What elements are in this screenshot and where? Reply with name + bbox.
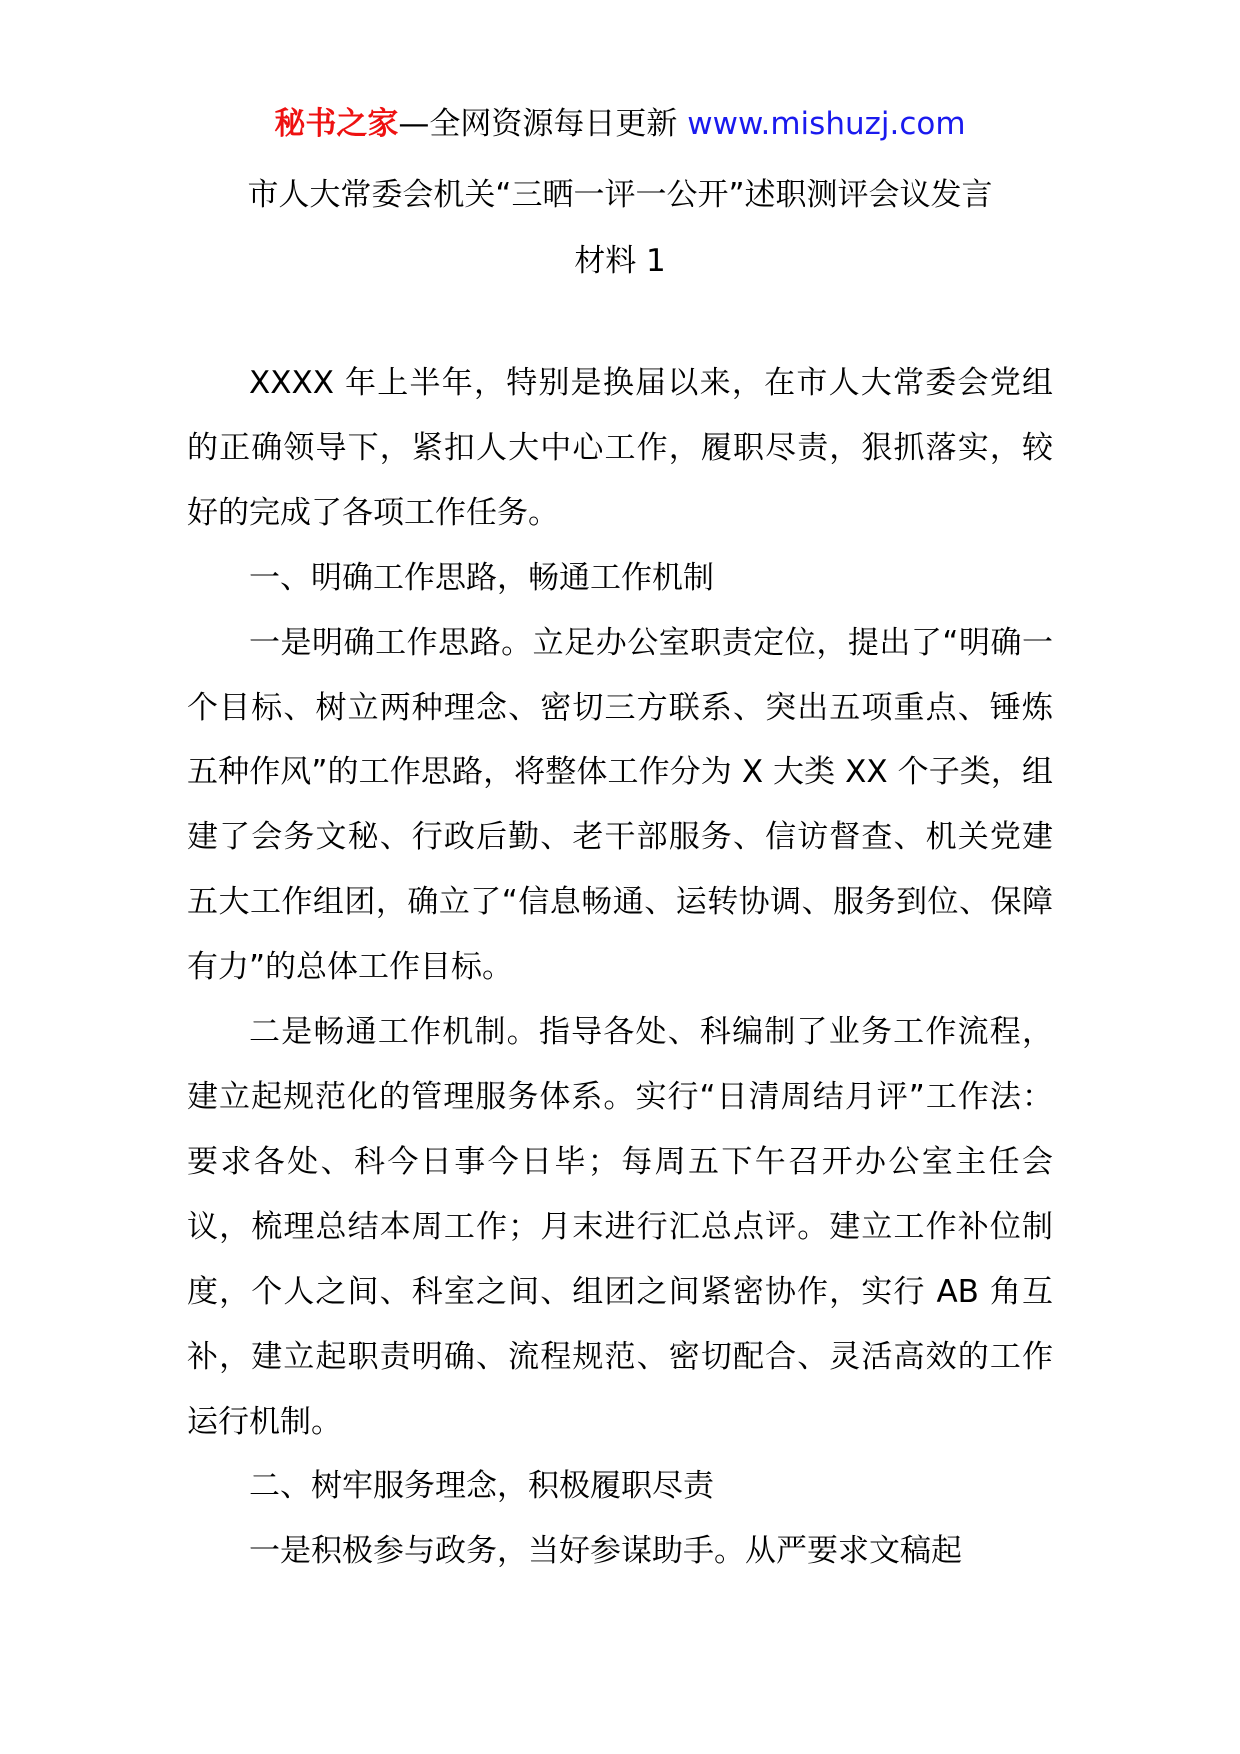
document-title (150, 162, 1090, 294)
brand-name: 秘书之家 (274, 106, 399, 142)
title-line-1: 市人大常委会机关“三晒一评一公开”述职测评会议发言 (247, 177, 993, 213)
document-body (187, 351, 1053, 1584)
site-banner (0, 98, 1240, 150)
intro-paragraph: XXXX 年上半年，特别是换届以来，在市人大常委会党组的正确领导下，紧扣人大中心工作，履职尽责，狠抓落实，较好的完成了各项工作任务。 (187, 365, 1053, 531)
banner-tagline: —全网资源每日更新 (398, 106, 688, 142)
site-url-link[interactable]: www.mishuzj.com (687, 106, 966, 142)
section-heading-2: 二、树牢服务理念，积极履职尽责 (249, 1468, 714, 1505)
section-heading-1: 一、明确工作思路，畅通工作机制 (249, 559, 714, 596)
body-paragraph: 一是积极参与政务，当好参谋助手。从严要求文稿起 (249, 1533, 962, 1570)
body-paragraph: 一是明确工作思路。立足办公室职责定位，提出了“明确一个目标、树立两种理念、密切三方联系、突出五项重点、锤炼五种作风”的工作思路，将整体工作分为 X 大类 XX 个子类，组建了会务文秘、行政后勤、老干部服务、信访督查、机关党建五大工作组团，确立了“信息畅通、运转协调、服务到位、保障有力”的总体工作目标。 (187, 624, 1053, 986)
body-paragraph: 二是畅通工作机制。指导各处、科编制了业务工作流程，建立起规范化的管理服务体系。实行“日清周结月评”工作法：要求各处、科今日事今日毕；每周五下午召开办公室主任会议，梳理总结本周工作；月末进行汇总点评。建立工作补位制度，个人之间、科室之间、组团之间紧密协作，实行 AB 角互补，建立起职责明确、流程规范、密切配合、灵活高效的工作运行机制。 (187, 1014, 1053, 1440)
title-line-2: 材料 1 (574, 243, 666, 279)
